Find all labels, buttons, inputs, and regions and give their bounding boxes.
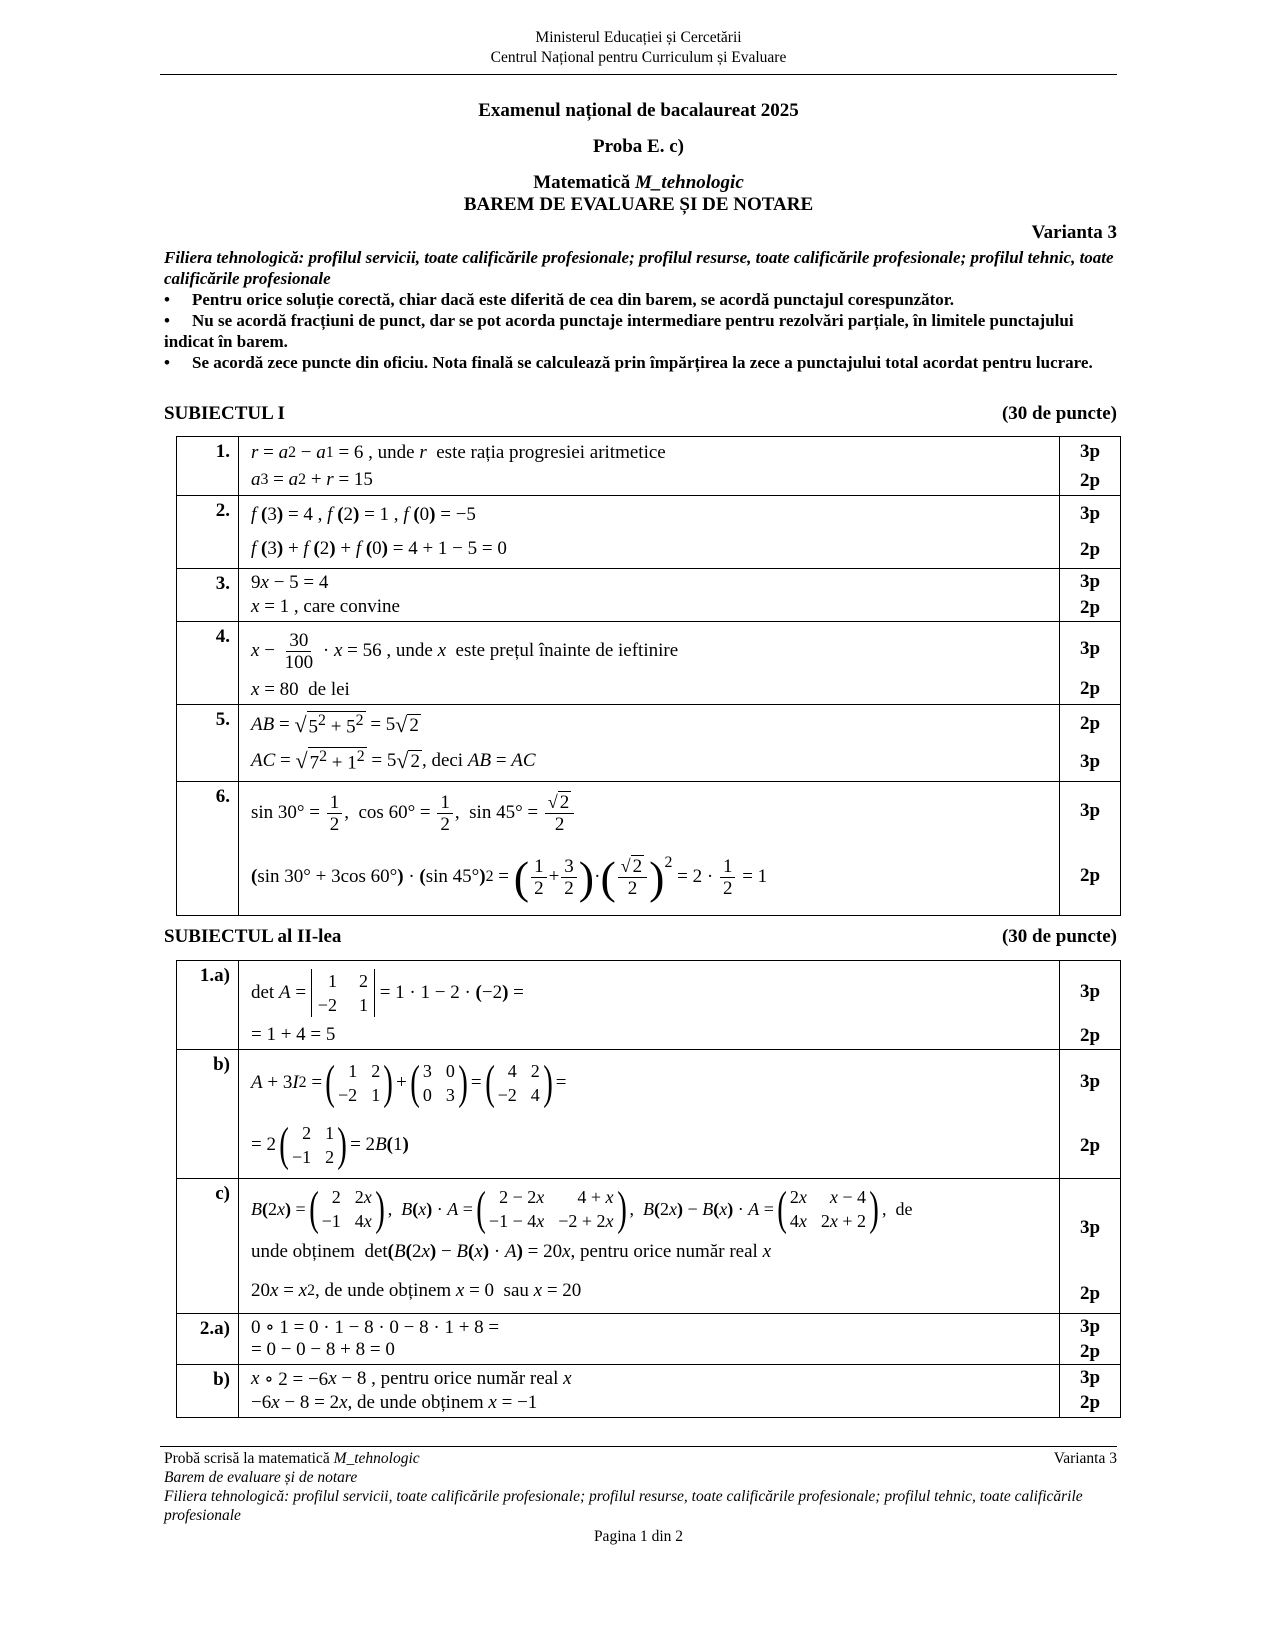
varianta-label: Varianta 3 xyxy=(1031,222,1117,243)
table-row: 2.a) 0 ∘ 1 = 0 · 1 − 8 · 0 − 8 · 1 + 8 = = 0 − 0 − 8 + 8 = 0 3p 2p xyxy=(177,1314,1121,1365)
subiect-2-heading: SUBIECTUL al II-lea (30 de puncte) xyxy=(164,926,1117,947)
barem-title: BAREM DE EVALUARE ȘI DE NOTARE xyxy=(463,194,814,215)
footer-divider xyxy=(160,1446,1117,1447)
table-row: c) B ( 2 x ) = ( 2 2x −1 4x ) , B ( x ) · A = ( 2 − 2x 4 + x −1 − 4x −2 + 2x ) , B ( 2 x ) − B ( x ) · A = ( 2x x − 4 4x 2x + 2 ) , de unde obținem det ( B ( 2 x ) − B ( x ) · A ) = 20 x , pentru orice număr real x 20 x = x 2 , de unde obținem x = 0 sau x = 20 3p 2p xyxy=(177,1179,1121,1314)
footer xyxy=(164,1449,1117,1525)
table-row: 4. x − $\frac{30}{100}$ · x = 56 , unde x este prețul înainte de ieftinire x = 80 de lei 3p 2p xyxy=(177,622,1121,705)
subiect-1-heading: SUBIECTUL I (30 de puncte) xyxy=(164,403,1117,424)
proba-title: Proba E. c) xyxy=(593,136,684,157)
bullet-3: • Se acordă zece puncte din oficiu. Nota finală se calculează prin împărțirea la zece a punctajului total acordat pentru lucrare. xyxy=(164,353,1093,372)
subiect-1-table xyxy=(176,436,1121,916)
bullet-2: • Nu se acordă fracțiuni de punct, dar se pot acorda punctaje intermediare pentru rezolvări parțiale, în limitele punctajului indicat în barem. xyxy=(164,311,1074,351)
center-line: Centrul Național pentru Curriculum și Evaluare xyxy=(490,49,787,66)
footer-varianta: Varianta 3 xyxy=(1053,1450,1117,1467)
title-block xyxy=(160,100,1117,216)
table-row: 2. f ( 3 ) = 4 , f ( 2 ) = 1 , f ( 0 ) = −5 f ( 3 ) + f ( 2 ) + f ( 0 ) = 4 + 1 − 5 = 0 3p 2p xyxy=(177,496,1121,569)
bullet-1: • Pentru orice soluție corectă, chiar dacă este diferită de cea din barem, se acordă punctajul corespunzător. xyxy=(164,290,955,309)
ministry-header xyxy=(160,28,1117,68)
table-row: b) A + 3 I 2 = ( 1 2 −2 1 ) + ( 3 0 0 3 ) = ( 4 2 −2 4 ) = = 2 ( 2 1 −1 2 ) = 2 B ( 1 ) 3p 2p xyxy=(177,1050,1121,1179)
table-row: 6. sin 30° = $\frac{1}{2}$ , cos 60° = $\frac{1}{2}$ , sin 45° = $\frac{√ 2}{2}$ ( sin 30° + 3cos 60° ) · ( sin 45° ) 2 = ( $\frac{1}{2}$ + $\frac{3}{2}$ ) · ( $\frac{√ 2}{2}$ ) $^2$ = 2 · $\frac{1}{2}$ = 1 3p 2p xyxy=(177,782,1121,916)
exam-title: Examenul național de bacalaureat 2025 xyxy=(478,100,799,121)
table-row: 1.a) det A = 1 2 −2 1 = 1 · 1 − 2 · ( −2 ) = = 1 + 4 = 5 3p 2p xyxy=(177,961,1121,1050)
footer-line-3: Filiera tehnologică: profilul servicii, toate calificările profesionale; profilul resurse, toate calificările profesionale; profilul tehnic, toate calificările profesionale xyxy=(164,1488,1083,1524)
table-row: 5. AB = √ $5^2 + 5^2$ = 5 √ 2 AC = √ $7^2 + 1^2$ = 5 √ 2 , deci AB = AC 2p 3p xyxy=(177,705,1121,782)
table-row: 1. r = a 2 − a 1 = 6 , unde r este rația progresiei aritmetice a 3 = a 2 + r = 15 3p 2p xyxy=(177,437,1121,496)
table-row: b) x ∘ 2 = −6 x − 8 , pentru orice număr real x −6 x − 8 = 2 x , de unde obținem x = −1 3p 2p xyxy=(177,1365,1121,1418)
intro-block xyxy=(164,247,1117,373)
footer-line-2: Barem de evaluare și de notare xyxy=(164,1469,358,1486)
subiect-2-table xyxy=(176,960,1121,1418)
header-divider xyxy=(160,74,1117,75)
ministry-line: Ministerul Educației și Cercetării xyxy=(535,29,742,46)
footer-line-1: Probă scrisă la matematică M_tehnologic xyxy=(164,1450,420,1467)
filiera-text: Filiera tehnologică: profilul servicii, toate calificările profesionale; profilul resurse, toate calificările profesionale; profilul tehnic, toate calificările profesionale xyxy=(164,248,1114,288)
subject-title: Matematică M_tehnologic xyxy=(533,172,744,193)
page-number: Pagina 1 din 2 xyxy=(593,1528,684,1545)
table-row: 3. 9 x − 5 = 4 x = 1 , care convine 3p 2p xyxy=(177,569,1121,622)
